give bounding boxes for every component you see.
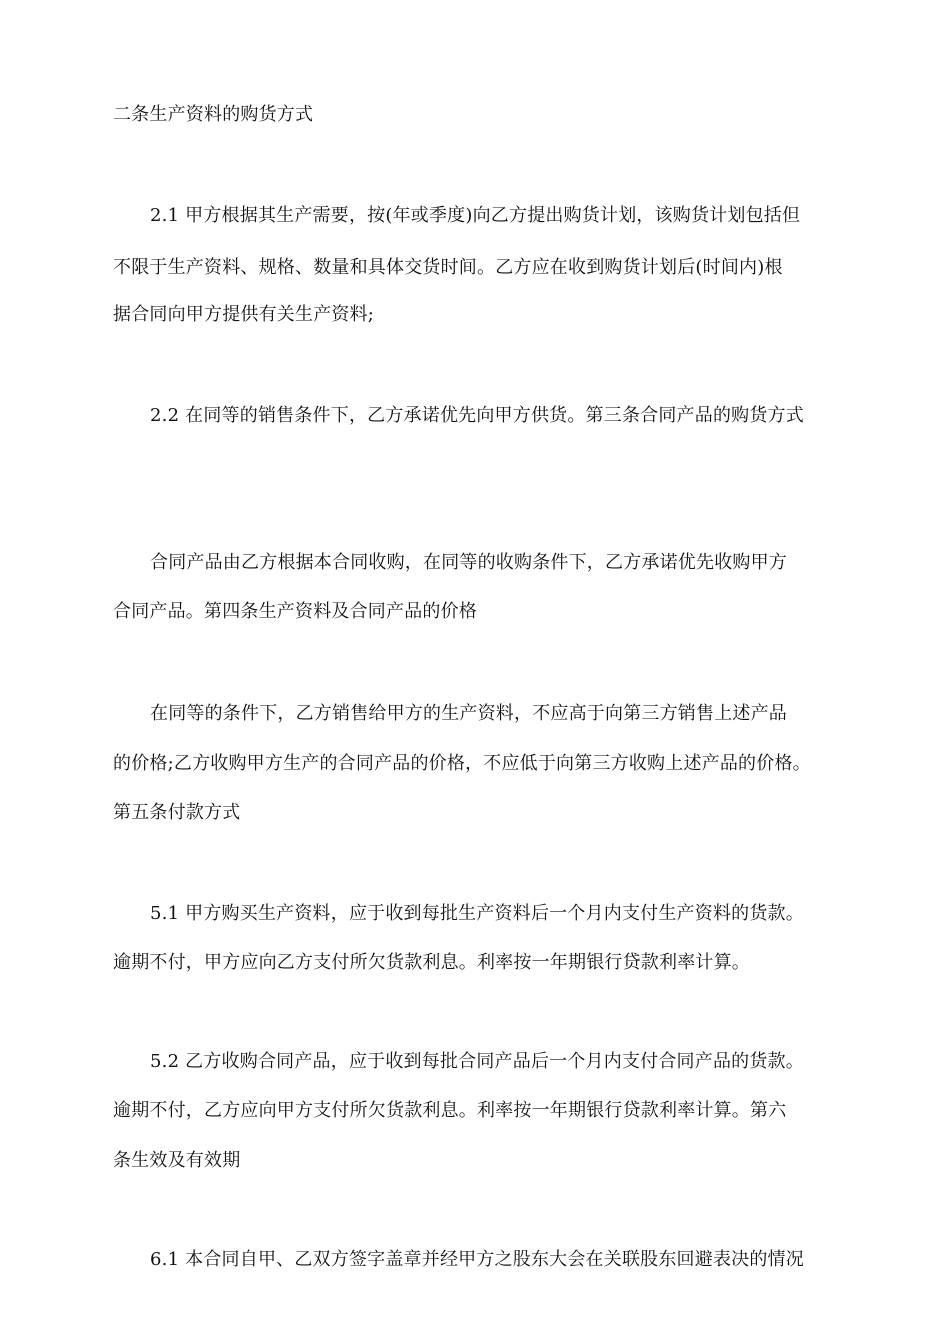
clause-3-line-2: 合同产品。第四条生产资料及合同产品的价格 bbox=[113, 601, 477, 622]
clause-2-1-line-1: 2.1 甲方根据其生产需要，按(年或季度)向乙方提出购货计划，该购货计划包括但 bbox=[150, 205, 801, 226]
clause-4-line-2: 的价格;乙方收购甲方生产的合同产品的价格，不应低于向第三方收购上述产品的价格。 bbox=[113, 753, 811, 774]
clause-5-1-line-2: 逾期不付，甲方应向乙方支付所欠货款利息。利率按一年期银行贷款利率计算。 bbox=[113, 952, 750, 973]
clause-5-1-line-1: 5.1 甲方购买生产资料，应于收到每批生产资料后一个月内支付生产资料的货款。 bbox=[150, 903, 804, 924]
clause-4-line-3: 第五条付款方式 bbox=[113, 802, 241, 823]
clause-5-2-line-1: 5.2 乙方收购合同产品，应于收到每批合同产品后一个月内支付合同产品的货款。 bbox=[150, 1051, 804, 1072]
clause-2-1-line-3: 据合同向甲方提供有关生产资料; bbox=[113, 304, 375, 325]
clause-5-2-line-3: 条生效及有效期 bbox=[113, 1150, 241, 1171]
clause-4-line-1: 在同等的条件下，乙方销售给甲方的生产资料，不应高于向第三方销售上述产品 bbox=[150, 703, 787, 724]
clause-2-2-line-1: 2.2 在同等的销售条件下，乙方承诺优先向甲方供货。第三条合同产品的购货方式 bbox=[150, 405, 804, 426]
clause-3-line-1: 合同产品由乙方根据本合同收购，在同等的收购条件下，乙方承诺优先收购甲方 bbox=[150, 552, 787, 573]
section-heading-purchase-method: 二条生产资料的购货方式 bbox=[113, 104, 314, 125]
clause-5-2-line-2: 逾期不付，乙方应向甲方支付所欠货款利息。利率按一年期银行贷款利率计算。第六 bbox=[113, 1100, 787, 1121]
clause-2-1-line-2: 不限于生产资料、规格、数量和具体交货时间。乙方应在收到购货计划后(时间内)根 bbox=[113, 257, 783, 278]
clause-6-1-line-1: 6.1 本合同自甲、乙双方签字盖章并经甲方之股东大会在关联股东回避表决的情况 bbox=[150, 1249, 804, 1270]
